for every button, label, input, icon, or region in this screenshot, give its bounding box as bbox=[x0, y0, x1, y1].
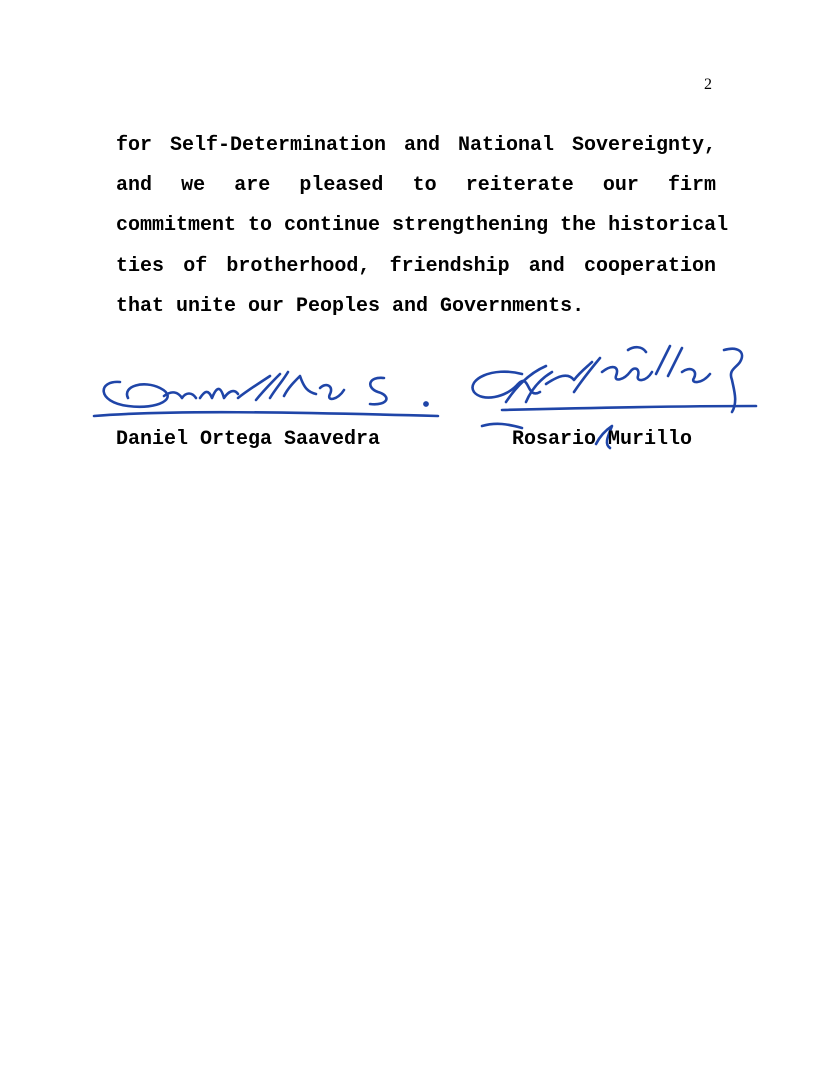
signer-name-murillo: Rosario Murillo bbox=[512, 428, 693, 451]
body-line: for Self-Determination and National Sovereignty, bbox=[116, 134, 716, 157]
page-number: 2 bbox=[704, 76, 712, 93]
body-line: commitment to continue strengthening the historical bbox=[116, 214, 729, 238]
letter-body bbox=[116, 126, 729, 327]
body-line: and we are pleased to reiterate our firm bbox=[116, 174, 716, 198]
body-line: ties of brotherhood, friendship and cooperation bbox=[116, 254, 716, 278]
body-line: that unite our Peoples and Governments. bbox=[116, 294, 585, 318]
signature-ortega bbox=[88, 358, 448, 428]
signer-name-ortega: Daniel Ortega Saavedra bbox=[116, 428, 381, 451]
